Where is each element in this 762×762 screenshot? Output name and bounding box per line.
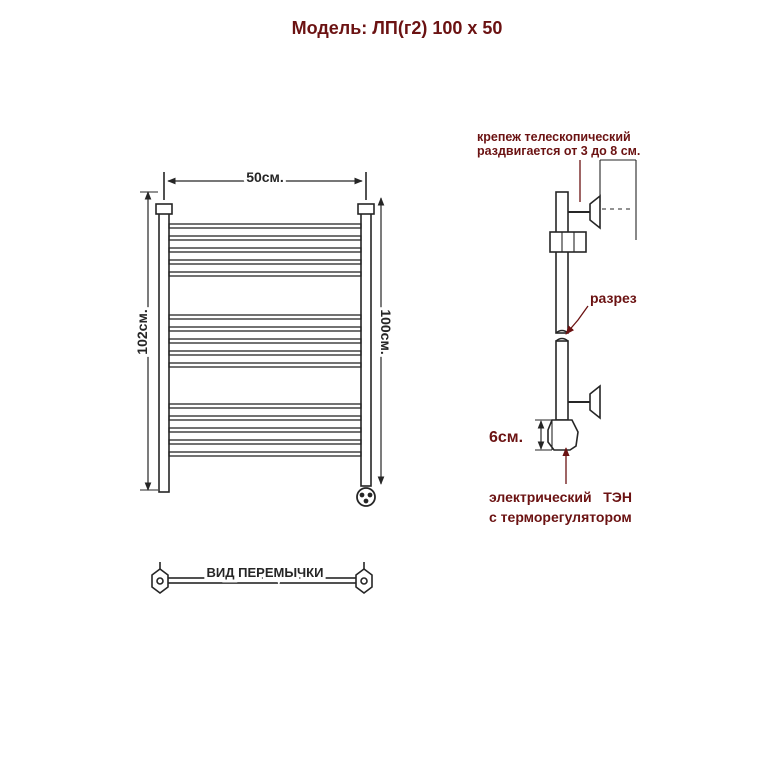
rung xyxy=(169,272,361,276)
mount-nut xyxy=(550,232,586,252)
rung xyxy=(169,236,361,240)
inner-height-label: 100см. xyxy=(378,309,394,355)
rung xyxy=(169,327,361,331)
rung xyxy=(169,260,361,264)
rung xyxy=(169,440,361,444)
rung xyxy=(169,363,361,367)
rung xyxy=(169,248,361,252)
cut-leader-line xyxy=(566,306,588,334)
mount-label-line2: раздвигается от 3 до 8 см. xyxy=(477,144,641,158)
leaders xyxy=(566,306,588,484)
upper-mount-flange xyxy=(590,196,600,228)
plug-pin xyxy=(368,493,371,496)
page-title: Модель: ЛП(г2) 100 х 50 xyxy=(291,18,503,38)
plug-pin xyxy=(364,499,367,502)
rung xyxy=(169,428,361,432)
heater-height-label: 6см. xyxy=(489,429,524,446)
rung xyxy=(169,315,361,319)
rung xyxy=(169,224,361,228)
collector-lower xyxy=(556,341,568,420)
jumper-label: ВИД ПЕРЕМЫЧКИ xyxy=(206,565,324,580)
front-view xyxy=(140,172,381,506)
jumper-nut-left-icon xyxy=(152,569,168,593)
collector-upper xyxy=(556,192,568,333)
outer-height-label: 102см. xyxy=(134,309,150,355)
jumper-nut-right-icon xyxy=(356,569,372,593)
heater-label-line2: с терморегулятором xyxy=(489,509,632,525)
right-collector xyxy=(361,210,371,486)
left-cap xyxy=(156,204,172,214)
lower-mount-flange xyxy=(590,386,600,418)
rungs xyxy=(169,224,361,456)
rung xyxy=(169,416,361,420)
left-collector xyxy=(159,210,169,492)
heater-label-line1: электрический ТЭН xyxy=(489,489,632,505)
cut-label: разрез xyxy=(590,290,637,306)
rung xyxy=(169,351,361,355)
rung xyxy=(169,452,361,456)
width-label: 50см. xyxy=(246,169,284,185)
rung xyxy=(169,339,361,343)
plug-pin xyxy=(360,493,363,496)
rung xyxy=(169,404,361,408)
mount-label-line1: крепеж телескопический xyxy=(477,130,631,144)
right-cap xyxy=(358,204,374,214)
